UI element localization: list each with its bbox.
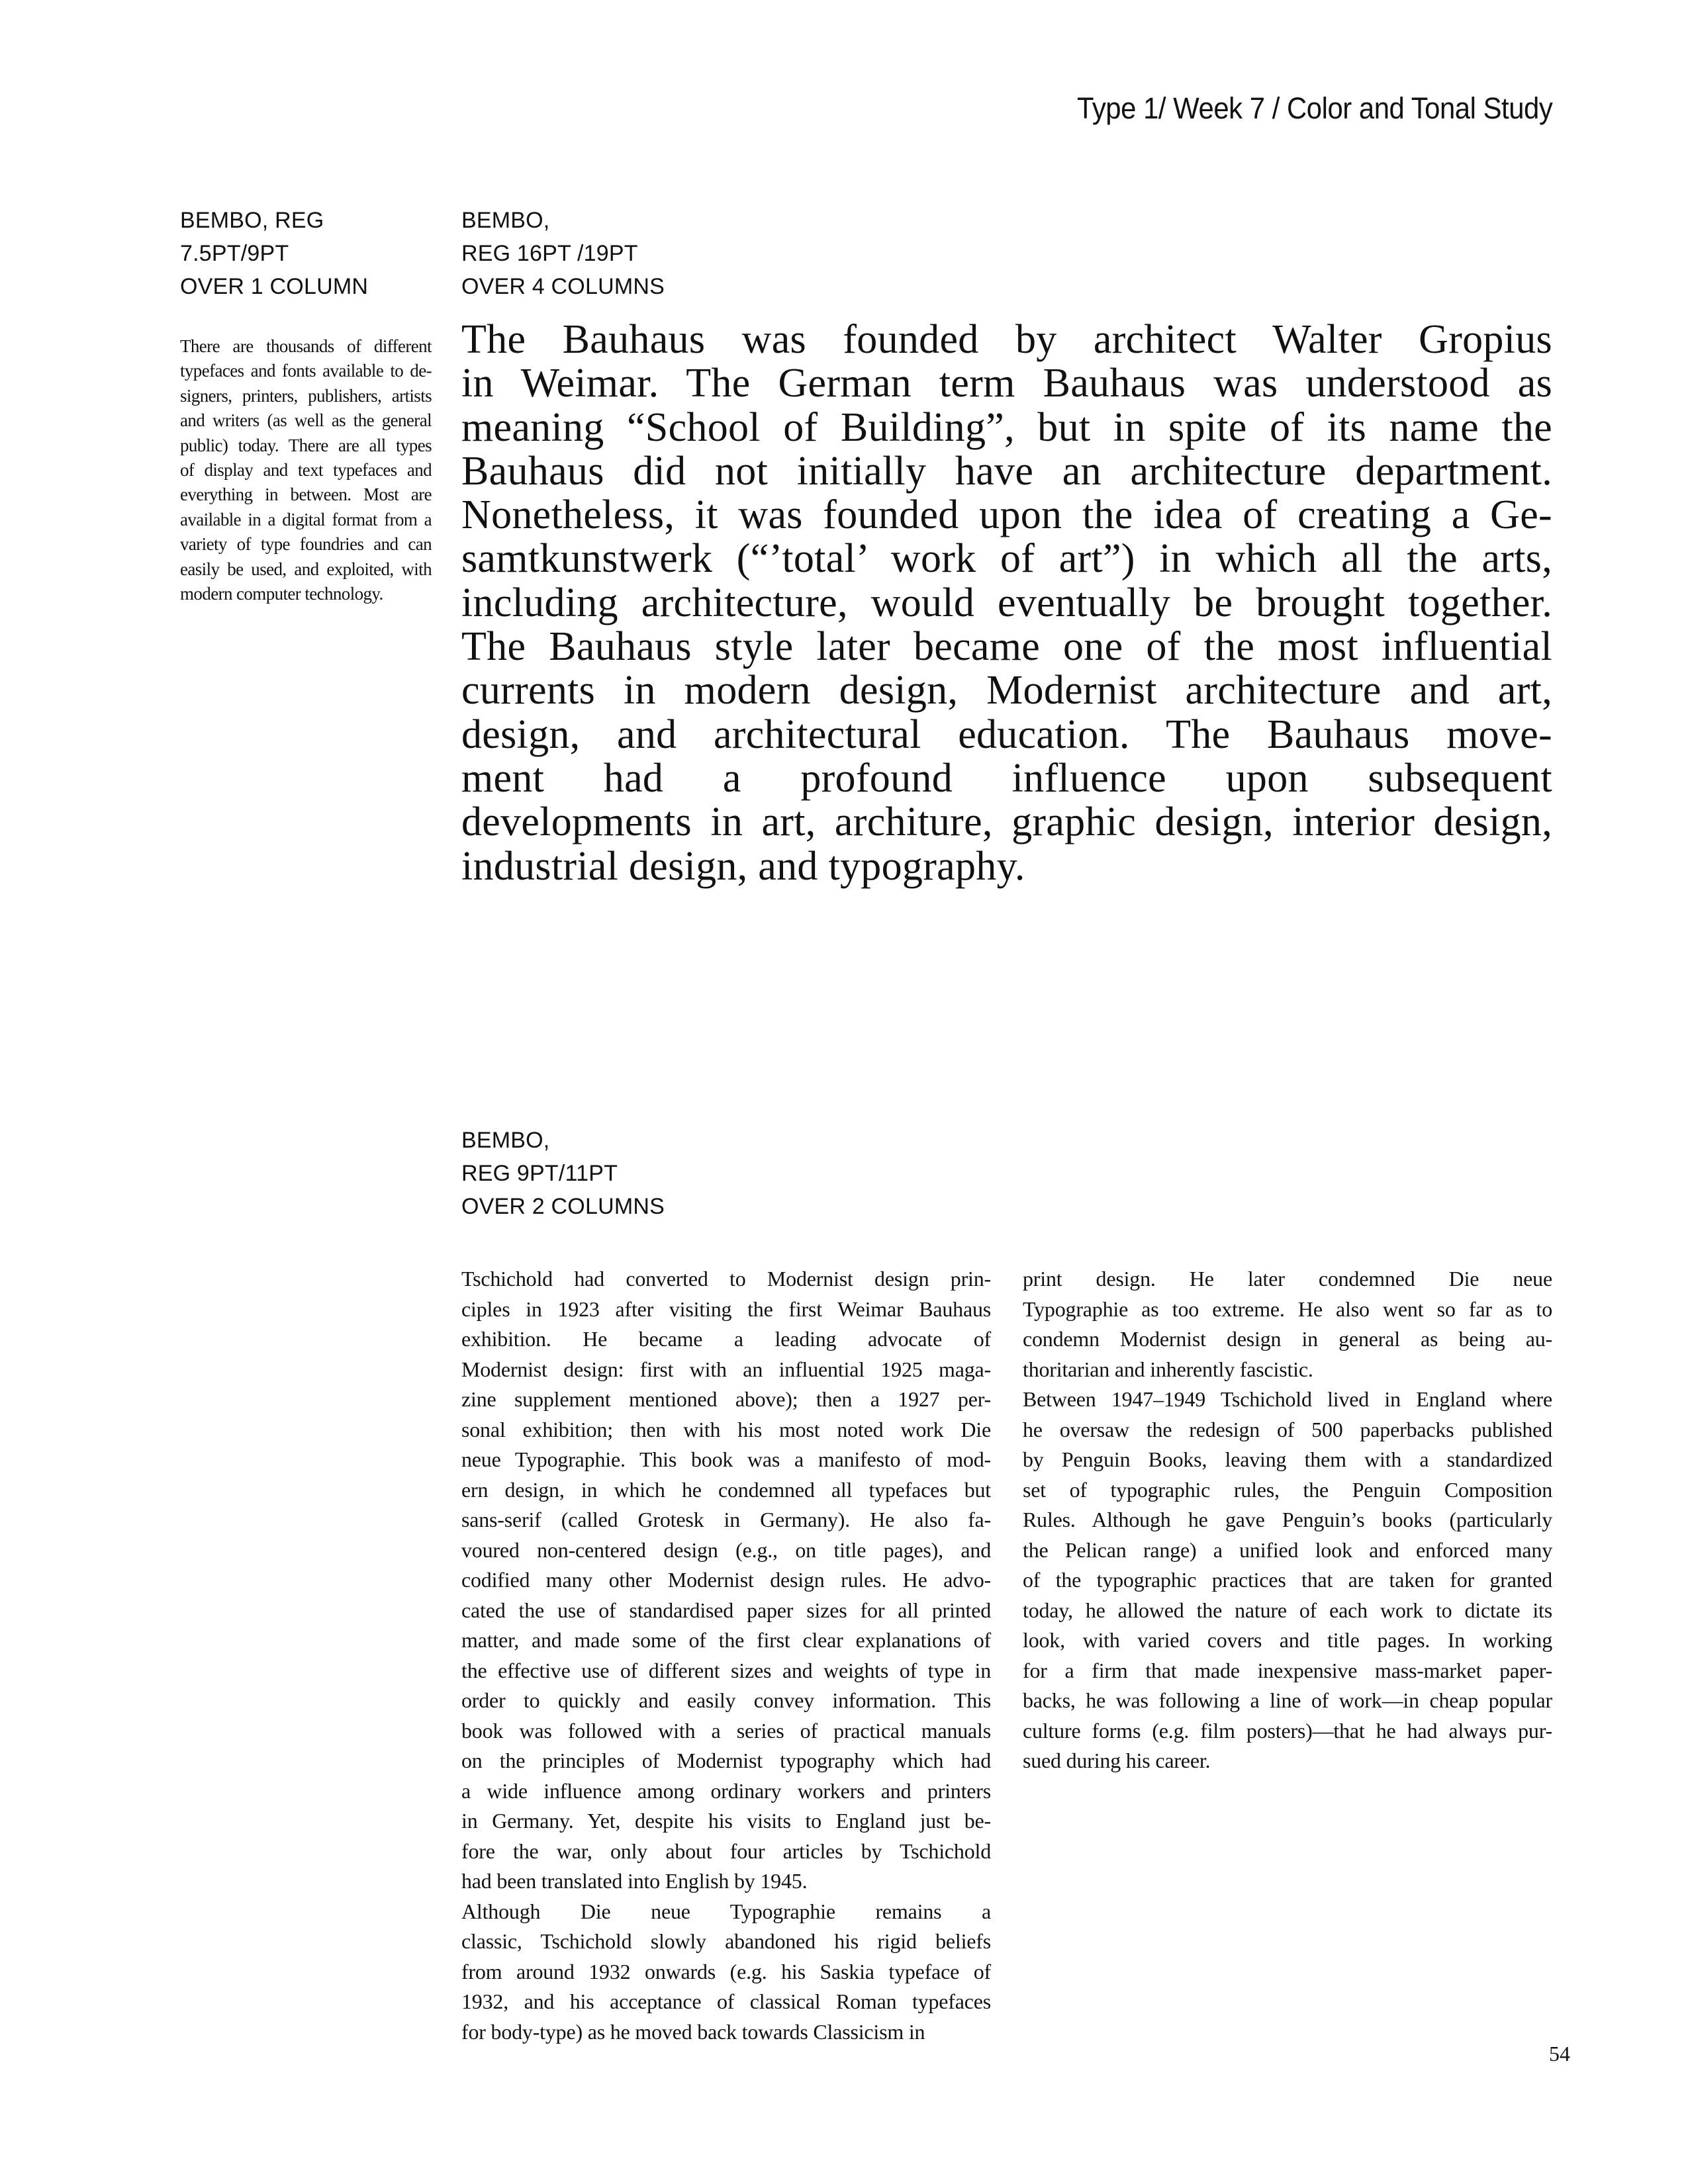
text-line: signers, printers, publishers, artists <box>180 385 432 406</box>
text-line: 1932, and his acceptance of classical Roman typefaces <box>461 1989 991 2013</box>
text-line: the effective use of different sizes and weights of type in <box>461 1658 991 1682</box>
text-line: for body-type) as he moved back towards Classicism in <box>461 2019 925 2044</box>
text-line: look, with varied covers and title pages. In working <box>1023 1628 1552 1652</box>
text-line: thoritarian and inherently fascistic. <box>1023 1357 1313 1381</box>
type-spec-label-2-columns <box>461 1124 665 1223</box>
spec-line: OVER 1 COLUMN <box>180 274 369 299</box>
spec-line: OVER 2 COLUMNS <box>461 1194 665 1219</box>
text-line: Typographie as too extreme. He also went so far as to <box>1023 1297 1552 1321</box>
text-line: design, and architectural education. The Bauhaus move- <box>461 711 1552 757</box>
spec-line: BEMBO, <box>461 1128 550 1153</box>
text-line: condemn Modernist design in general as being au- <box>1023 1327 1552 1351</box>
text-line: of the typographic practices that are taken for granted <box>1023 1568 1552 1592</box>
spec-line: BEMBO, <box>461 208 550 233</box>
text-line: the Pelican range) a unified look and enforced many <box>1023 1537 1552 1562</box>
text-line: in Germany. Yet, despite his visits to England just be- <box>461 1809 991 1833</box>
text-line: from around 1932 onwards (e.g. his Saskia typeface of <box>461 1959 991 1983</box>
text-line: Modernist design: first with an influential 1925 maga- <box>461 1357 991 1381</box>
text-line: print design. He later condemned Die neue <box>1023 1267 1552 1291</box>
text-line: public) today. There are all types <box>180 435 432 455</box>
type-spec-label-1-column <box>180 204 368 303</box>
text-line: There are thousands of different <box>180 336 432 356</box>
text-line: Although Die neue Typographie remains a <box>461 1899 991 1923</box>
text-line: backs, he was following a line of work—in cheap popular <box>1023 1688 1552 1712</box>
spec-line: REG 9PT/11PT <box>461 1161 618 1186</box>
running-header: Type 1/ Week 7 / Color and Tonal Study <box>1076 91 1552 125</box>
text-line: for a firm that made inexpensive mass-market paper- <box>1023 1658 1552 1682</box>
text-line: variety of type foundries and can <box>180 534 432 555</box>
text-line: sued during his career. <box>1023 1749 1211 1772</box>
text-line: The Bauhaus was founded by architect Walter Gropius <box>461 317 1552 362</box>
text-line: industrial design, and typography. <box>461 843 1025 889</box>
spec-line: BEMBO, REG <box>180 208 324 233</box>
text-line: and writers (as well as the general <box>180 410 432 431</box>
text-line: he oversaw the redesign of 500 paperbacks published <box>1023 1417 1552 1441</box>
text-line: Bauhaus did not initially have an architecture department. <box>461 448 1552 494</box>
text-line: including architecture, would eventually be brought together. <box>461 580 1552 625</box>
text-line: available in a digital format from a <box>180 509 432 529</box>
type-spec-label-4-columns <box>461 204 665 303</box>
text-line: ciples in 1923 after visiting the first Weimar Bauhaus <box>461 1297 991 1321</box>
text-line: matter, and made some of the first clear explanations of <box>461 1628 991 1652</box>
text-line: classic, Tschichold slowly abandoned his rigid beliefs <box>461 1929 991 1953</box>
text-line: currents in modern design, Modernist architecture and art, <box>461 668 1552 713</box>
text-line: set of typographic rules, the Penguin Composition <box>1023 1477 1552 1502</box>
text-line: zine supplement mentioned above); then a 1927 per- <box>461 1387 991 1411</box>
text-line: book was followed with a series of practical manuals <box>461 1718 991 1743</box>
spec-line: 7.5PT/9PT <box>180 241 289 266</box>
large-sample-paragraph <box>461 318 1552 888</box>
text-line: of display and text typefaces and <box>180 460 432 480</box>
text-line: sonal exhibition; then with his most noted work Die <box>461 1417 991 1441</box>
text-line: meaning “School of Building”, but in spite of its name the <box>461 404 1552 450</box>
text-line: fore the war, only about four articles by Tschichold <box>461 1839 991 1863</box>
text-line: Tschichold had converted to Modernist design prin- <box>461 1267 991 1291</box>
text-line: ment had a profound influence upon subsequent <box>461 755 1552 801</box>
text-line: Rules. Although he gave Penguin’s books (particularly <box>1023 1508 1552 1531</box>
small-sample-paragraph <box>180 334 432 606</box>
text-line: samtkunstwerk (“’total’ work of art”) in which all the arts, <box>461 536 1552 582</box>
text-line: modern computer technology. <box>180 584 383 604</box>
text-line: everything in between. Most are <box>180 484 432 505</box>
text-line: cated the use of standardised paper sizes for all printed <box>461 1598 991 1622</box>
page-number: 54 <box>1549 2042 1570 2066</box>
text-line: on the principles of Modernist typography which had <box>461 1749 991 1772</box>
text-line: culture forms (e.g. film posters)—that he had always pur- <box>1023 1718 1552 1743</box>
text-line: exhibition. He became a leading advocate of <box>461 1327 991 1351</box>
text-line: codified many other Modernist design rules. He advo- <box>461 1568 991 1592</box>
body-column-2 <box>1023 1264 1552 1776</box>
text-line: typefaces and fonts available to de- <box>180 361 432 381</box>
text-line: sans-serif (called Grotesk in Germany). He also fa- <box>461 1508 991 1531</box>
text-line: The Bauhaus style later became one of the most influential <box>461 624 1552 670</box>
text-line: neue Typographie. This book was a manifesto of mod- <box>461 1447 991 1471</box>
text-line: a wide influence among ordinary workers and printers <box>461 1778 991 1803</box>
text-line: had been translated into English by 1945. <box>461 1869 808 1893</box>
text-line: Between 1947–1949 Tschichold lived in England where <box>1023 1387 1552 1411</box>
body-column-1 <box>461 1264 991 2047</box>
text-line: voured non-centered design (e.g., on title pages), and <box>461 1537 991 1562</box>
text-line: developments in art, architure, graphic design, interior design, <box>461 799 1552 845</box>
spec-line: REG 16PT /19PT <box>461 241 638 266</box>
text-line: by Penguin Books, leaving them with a standardized <box>1023 1447 1552 1471</box>
spec-line: OVER 4 COLUMNS <box>461 274 665 299</box>
text-line: today, he allowed the nature of each work to dictate its <box>1023 1598 1552 1622</box>
text-line: in Weimar. The German term Bauhaus was understood as <box>461 361 1552 406</box>
text-line: order to quickly and easily convey information. This <box>461 1688 991 1712</box>
text-line: easily be used, and exploited, with <box>180 559 432 579</box>
text-line: Nonetheless, it was founded upon the idea of creating a Ge- <box>461 492 1552 538</box>
text-line: ern design, in which he condemned all typefaces but <box>461 1477 991 1502</box>
